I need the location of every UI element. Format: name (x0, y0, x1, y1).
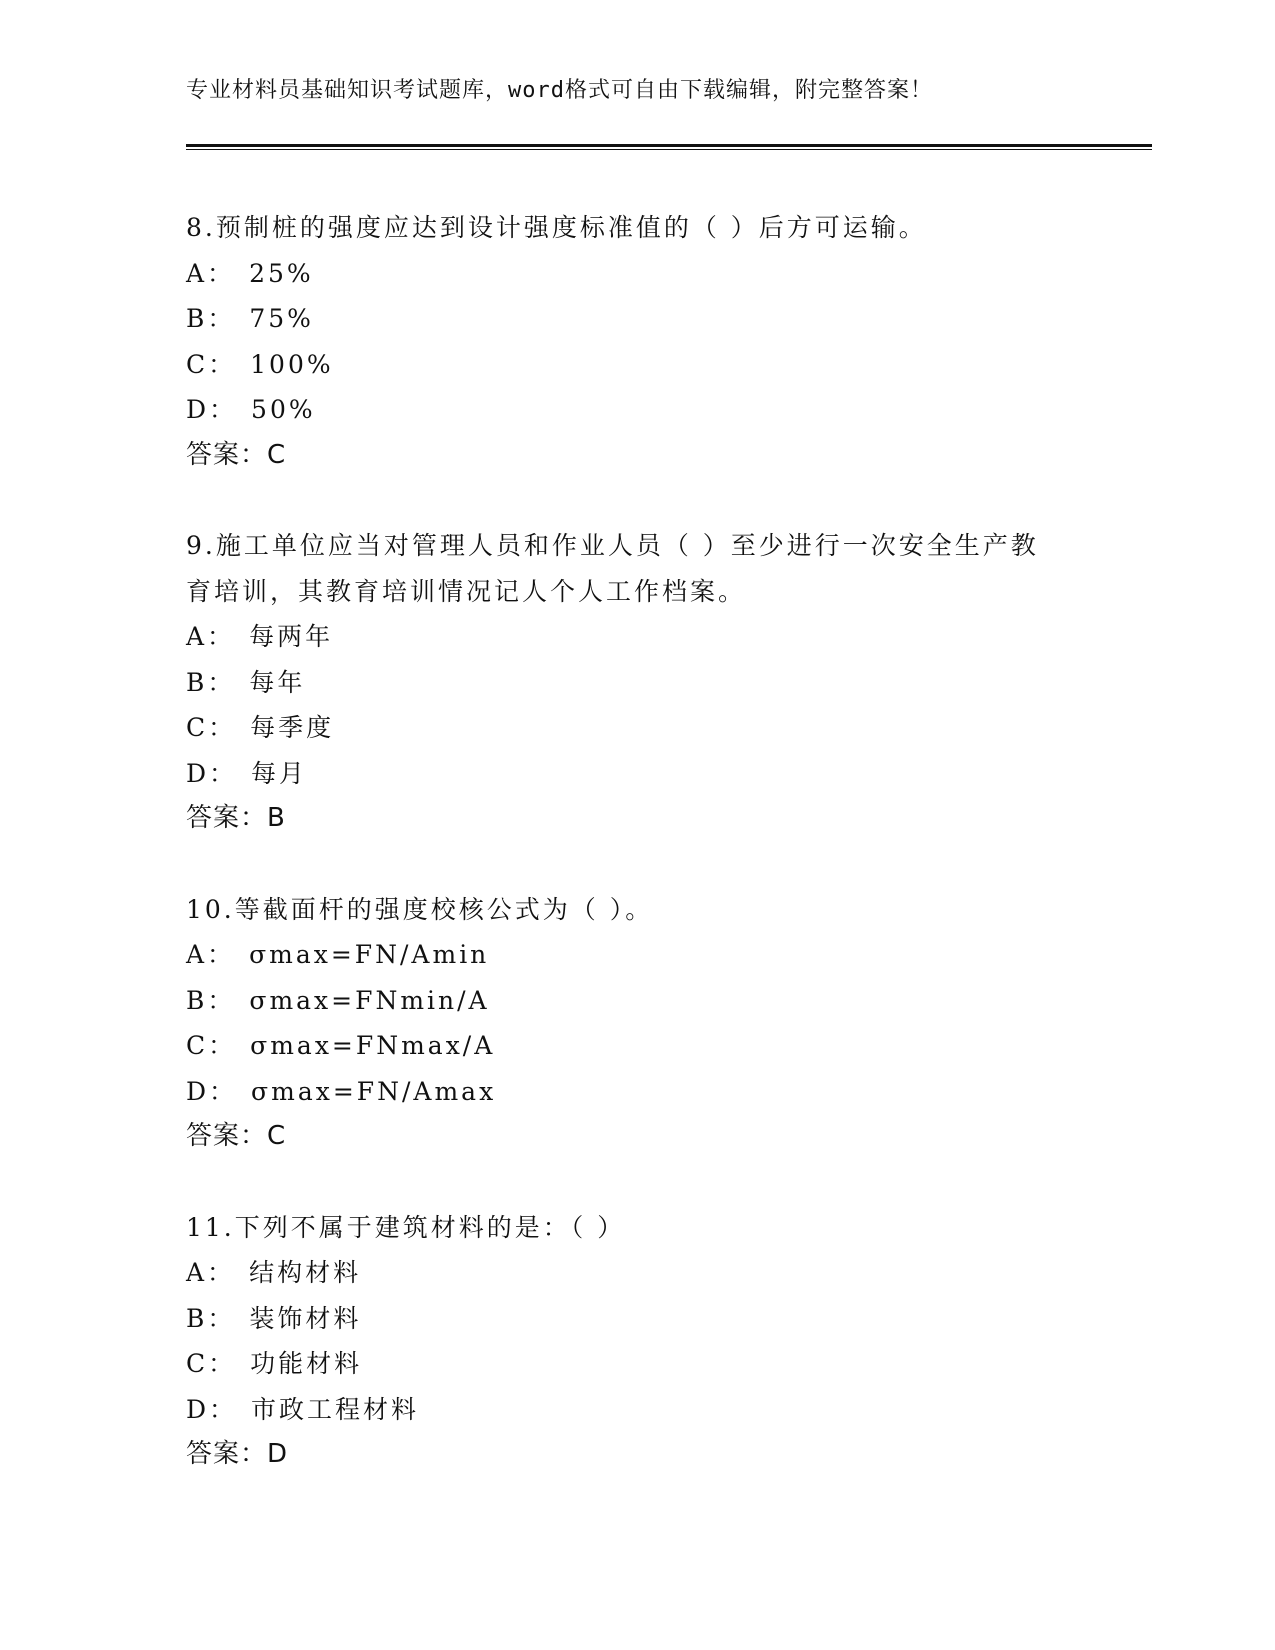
answer-line: 答案：C (186, 1121, 287, 1151)
option-text: 功能材料 (250, 1349, 363, 1378)
option-letter: B： (186, 304, 236, 333)
option-text: σmax=FN/Amin (249, 940, 490, 969)
option-letter: D： (186, 395, 238, 424)
option-a (186, 614, 1086, 660)
option-d (186, 751, 1086, 797)
option-c (186, 1023, 1086, 1069)
question-stem: 11.下列不属于建筑材料的是：（ ） (186, 1212, 626, 1242)
header-rule (186, 144, 1152, 150)
option-c (186, 1341, 1086, 1387)
option-text: σmax=FN/Amax (251, 1076, 497, 1106)
option-letter: A： (186, 940, 236, 969)
option-text: 市政工程材料 (251, 1394, 420, 1424)
option-letter: C： (186, 1031, 237, 1060)
option-a (186, 251, 1086, 297)
option-text: 每月 (251, 758, 308, 788)
option-d (186, 387, 1086, 433)
option-c (186, 342, 1086, 388)
option-a (186, 1250, 1086, 1296)
question-stem: 10.等截面杆的强度校核公式为（ ）。 (186, 894, 654, 924)
option-letter: A： (186, 622, 236, 651)
option-b (186, 978, 1086, 1024)
option-a (186, 932, 1086, 978)
option-letter: D： (186, 758, 238, 788)
option-b (186, 296, 1086, 342)
answer-line: 答案：D (186, 1439, 289, 1469)
option-text: 每年 (249, 667, 306, 697)
question-stem: 8.预制桩的强度应达到设计强度标准值的（ ）后方可运输。 (186, 213, 927, 242)
question-stem-line-2: 育培训，其教育培训情况记人个人工作档案。 (186, 576, 747, 606)
option-letter: C： (186, 349, 237, 379)
option-text: 结构材料 (249, 1258, 362, 1287)
option-letter: B： (186, 985, 236, 1015)
option-c (186, 705, 1086, 751)
option-text: 75% (249, 304, 314, 333)
option-d (186, 1387, 1086, 1433)
option-letter: D： (186, 1394, 238, 1424)
option-text: 每季度 (250, 713, 335, 742)
option-letter: A： (186, 258, 236, 288)
option-b (186, 1296, 1086, 1342)
option-text: σmax=FNmin/A (249, 985, 490, 1015)
option-b (186, 660, 1086, 706)
question-11 (186, 1205, 1086, 1478)
option-letter: C： (186, 1349, 237, 1378)
page-header: 专业材料员基础知识考试题库，word格式可自由下载编辑，附完整答案！ (186, 78, 933, 103)
option-letter: B： (186, 1303, 236, 1333)
answer-line: 答案：C (186, 439, 287, 470)
option-letter: A： (186, 1258, 236, 1287)
option-d (186, 1069, 1086, 1115)
question-list (186, 205, 1086, 1523)
option-letter: D： (186, 1076, 238, 1106)
question-9 (186, 523, 1086, 842)
question-stem-line-1: 9.施工单位应当对管理人员和作业人员（ ）至少进行一次安全生产教 (186, 531, 1039, 560)
question-10 (186, 887, 1086, 1160)
option-text: 25% (249, 258, 314, 288)
question-8 (186, 205, 1086, 478)
option-text: 装饰材料 (249, 1303, 362, 1333)
option-text: 100% (250, 349, 334, 379)
option-text: 50% (251, 395, 316, 424)
option-letter: C： (186, 713, 237, 742)
option-letter: B： (186, 667, 236, 697)
answer-line: 答案：B (186, 803, 286, 833)
option-text: σmax=FNmax/A (250, 1031, 496, 1060)
option-text: 每两年 (249, 622, 334, 651)
